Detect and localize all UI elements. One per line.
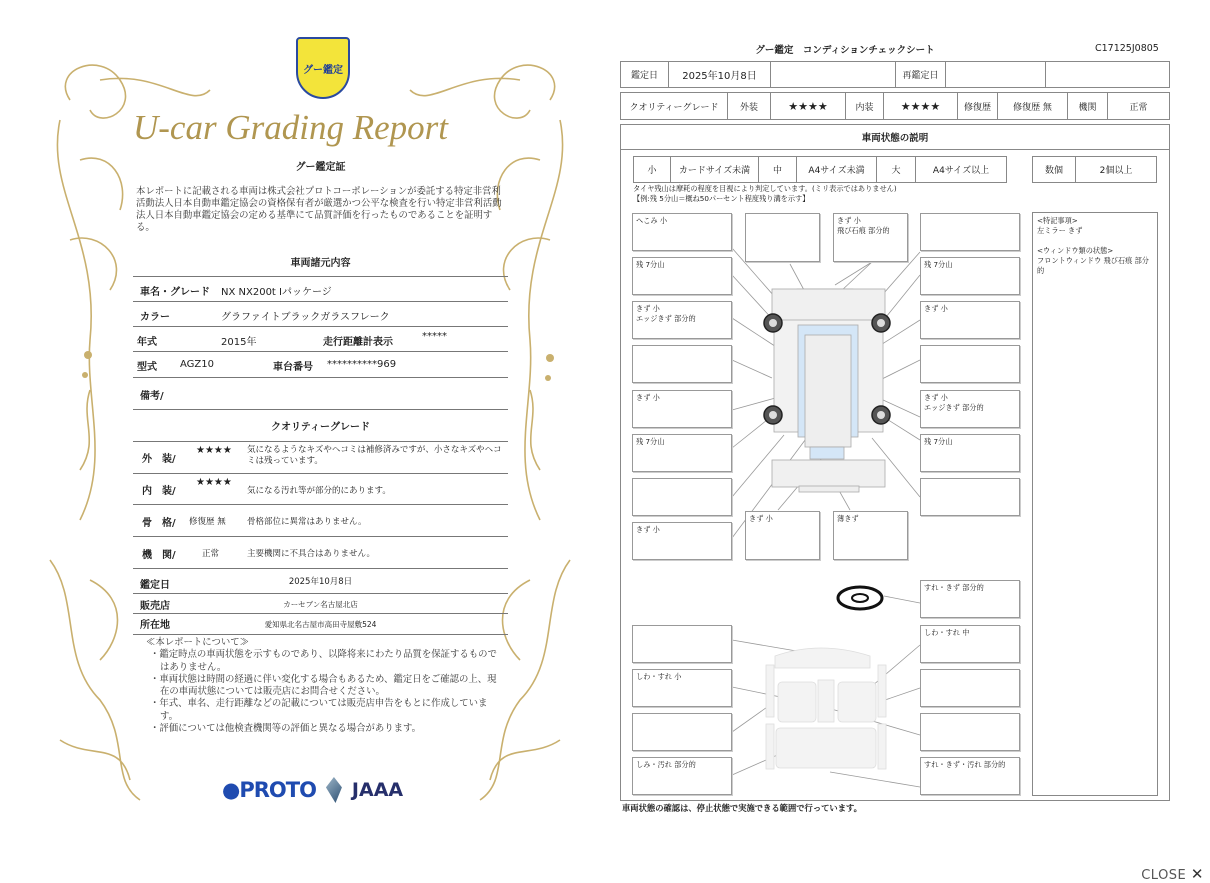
- legend-size: 小: [633, 156, 671, 183]
- engine-label: 機 関/: [142, 550, 176, 561]
- repair-value: 修復歴 無: [997, 92, 1068, 120]
- ext-stars: ★★★★: [770, 92, 846, 120]
- car-interior-view: [766, 648, 886, 769]
- interior-box: すれ・きず 部分的: [920, 580, 1020, 618]
- interior-box: しわ・すれ 中: [920, 625, 1020, 663]
- date-value: 2025年10月8日: [668, 61, 771, 88]
- report-title: U-car Grading Report: [133, 108, 448, 147]
- exterior-stars: ★★★★: [196, 445, 232, 456]
- car-top-view: [772, 289, 885, 492]
- condition-box: [920, 213, 1020, 251]
- condition-box: きず 小 飛び石痕 部分的: [833, 213, 908, 262]
- condition-box: 薄きず: [833, 511, 908, 560]
- about-item: ・年式、車名、走行距離などの記載については販売店申告をもとに作成しています。: [150, 698, 488, 722]
- date-label: 鑑定日: [620, 61, 669, 88]
- condition-box: きず 小 エッジきず 部分的: [920, 390, 1020, 428]
- car-name-value: NX NX200t Iパッケージ: [221, 287, 332, 298]
- condition-box: [745, 213, 820, 262]
- close-icon: ✕: [1190, 865, 1204, 883]
- legend-desc: カードサイズ未満: [670, 156, 759, 183]
- engine-value: 正常: [1107, 92, 1170, 120]
- mileage-value: *****: [422, 331, 447, 342]
- interior-box: [632, 625, 732, 663]
- exterior-desc: 気になるようなキズやヘコミは補修済みですが、小さなキズやヘコミは残っています。: [247, 445, 502, 466]
- condition-box: 残 7分山: [632, 257, 732, 295]
- interior-label: 内 装/: [142, 486, 176, 497]
- count-value: 2個以上: [1075, 156, 1157, 183]
- int-stars: ★★★★: [883, 92, 958, 120]
- interior-box: [632, 713, 732, 751]
- int-label: 内装: [845, 92, 884, 120]
- interior-stars: ★★★★: [196, 477, 232, 488]
- frame-value: 修復歴 無: [189, 517, 226, 527]
- year-label: 年式: [137, 337, 157, 348]
- repair-label: 修復歴: [957, 92, 998, 120]
- condition-box: きず 小: [632, 390, 732, 428]
- frame-label: 骨 格/: [142, 518, 176, 529]
- about-item: ・鑑定時点の車両状態を示すものであり、以降将来にわたり品質を保証するものではありません。: [150, 649, 497, 673]
- engine-value: 正常: [202, 549, 220, 559]
- model-label: 型式: [137, 362, 157, 373]
- jaaa-logo: JAAA: [351, 779, 404, 801]
- tire-note: タイヤ残山は摩耗の程度を目視により判定しています。(ミリ表示ではありません): [633, 184, 897, 193]
- about-item: ・評価については他検査機関等の評価と異なる場合があります。: [150, 723, 421, 735]
- exterior-label: 外 装/: [142, 454, 176, 465]
- redate-label: 再鑑定日: [895, 61, 946, 88]
- condition-box: きず 小: [920, 301, 1020, 339]
- chassis-label: 車台番号: [273, 362, 313, 373]
- address-label: 所在地: [140, 620, 170, 631]
- spec-heading: 車両諸元内容: [290, 258, 351, 269]
- car-name-label: 車名・グレード: [140, 287, 210, 298]
- color-value: グラファイトブラックガラスフレーク: [221, 312, 390, 323]
- about-item: ・車両状態は時間の経過に伴い変化する場合もあるため、鑑定日をご確認の上、現在の車両状態については販売店にお問合せください。: [150, 673, 497, 698]
- date-label: 鑑定日: [140, 580, 170, 591]
- proto-logo: ●PROTO: [222, 778, 316, 802]
- engine-desc: 主要機関に不具合はありません。: [247, 549, 376, 559]
- sheet-code: C17125J0805: [1095, 43, 1159, 54]
- shop-label: 販売店: [140, 601, 170, 612]
- condition-box: 残 7分山: [632, 434, 732, 472]
- steering-wheel-icon: [838, 587, 882, 609]
- close-button[interactable]: [1141, 865, 1204, 883]
- interior-box: [920, 713, 1020, 751]
- condition-box: 残 7分山: [920, 257, 1020, 295]
- condition-box: へこみ 小: [632, 213, 732, 251]
- frame-desc: 骨格部位に異常はありません。: [247, 517, 367, 527]
- model-value: AGZ10: [180, 359, 214, 370]
- condition-box: きず 小: [745, 511, 820, 560]
- shop-value: カーセブン名古屋北店: [283, 600, 358, 609]
- engine-label: 機関: [1067, 92, 1108, 120]
- condition-box: [632, 345, 732, 383]
- tire-note-example: 【例:残 5分山＝概ね50パーセント程度残り溝を示す】: [633, 194, 810, 203]
- year-value: 2015年: [221, 337, 257, 348]
- legend-size: 大: [876, 156, 916, 183]
- certificate-intro: 本レポートに記載される車両は株式会社プロトコーポレーションが委託する特定非営利活動法人日本自動車鑑定協会の資格保有者が厳選かつ公平な検査を行い特定非営利活動法人日本自動車鑑定協会の定める基準にて品質評価を行ったものであることを証明する。: [136, 186, 502, 233]
- sheet-footer: 車両状態の確認は、停止状態で実施できる範囲で行っています。: [622, 803, 862, 813]
- legend-desc: A4サイズ未満: [796, 156, 877, 183]
- special-notes: <特記事項> 左ミラー きず <ウィンドウ類の状態> フロントウィンドウ 飛び石痕 部分的: [1032, 212, 1158, 796]
- legend-desc: A4サイズ以上: [915, 156, 1007, 183]
- section-title: 車両状態の説明: [861, 133, 929, 144]
- chassis-value: **********969: [327, 359, 397, 370]
- remarks-label: 備考/: [140, 391, 164, 402]
- logo-text: グー鑑定: [303, 64, 343, 76]
- condition-box: 残 7分山: [920, 434, 1020, 472]
- condition-box: きず 小 エッジきず 部分的: [632, 301, 732, 339]
- grade-label: クオリティーグレード: [620, 92, 728, 120]
- condition-box: きず 小: [632, 522, 732, 560]
- legend-size: 中: [758, 156, 797, 183]
- close-label: CLOSE: [1141, 868, 1187, 883]
- condition-box: [920, 345, 1020, 383]
- interior-box: しみ・汚れ 部分的: [632, 757, 732, 795]
- ext-label: 外装: [727, 92, 771, 120]
- grade-heading: クオリティーグレード: [271, 422, 370, 433]
- date-value: 2025年10月8日: [288, 577, 353, 587]
- sheet-title: グー鑑定 コンディションチェックシート: [755, 45, 935, 56]
- color-label: カラー: [140, 312, 170, 323]
- condition-box: [920, 478, 1020, 516]
- about-title: ≪本レポートについて≫: [146, 637, 249, 648]
- certificate-heading: グー鑑定証: [295, 162, 346, 173]
- mileage-label: 走行距離計表示: [323, 337, 393, 348]
- interior-box: すれ・きず・汚れ 部分的: [920, 757, 1020, 795]
- address-value: 愛知県北名古屋市高田寺屋敷524: [264, 620, 377, 629]
- interior-desc: 気になる汚れ等が部分的にあります。: [247, 486, 391, 496]
- condition-box: [632, 478, 732, 516]
- count-label: 数個: [1032, 156, 1076, 183]
- interior-box: [920, 669, 1020, 707]
- interior-box: しわ・すれ 小: [632, 669, 732, 707]
